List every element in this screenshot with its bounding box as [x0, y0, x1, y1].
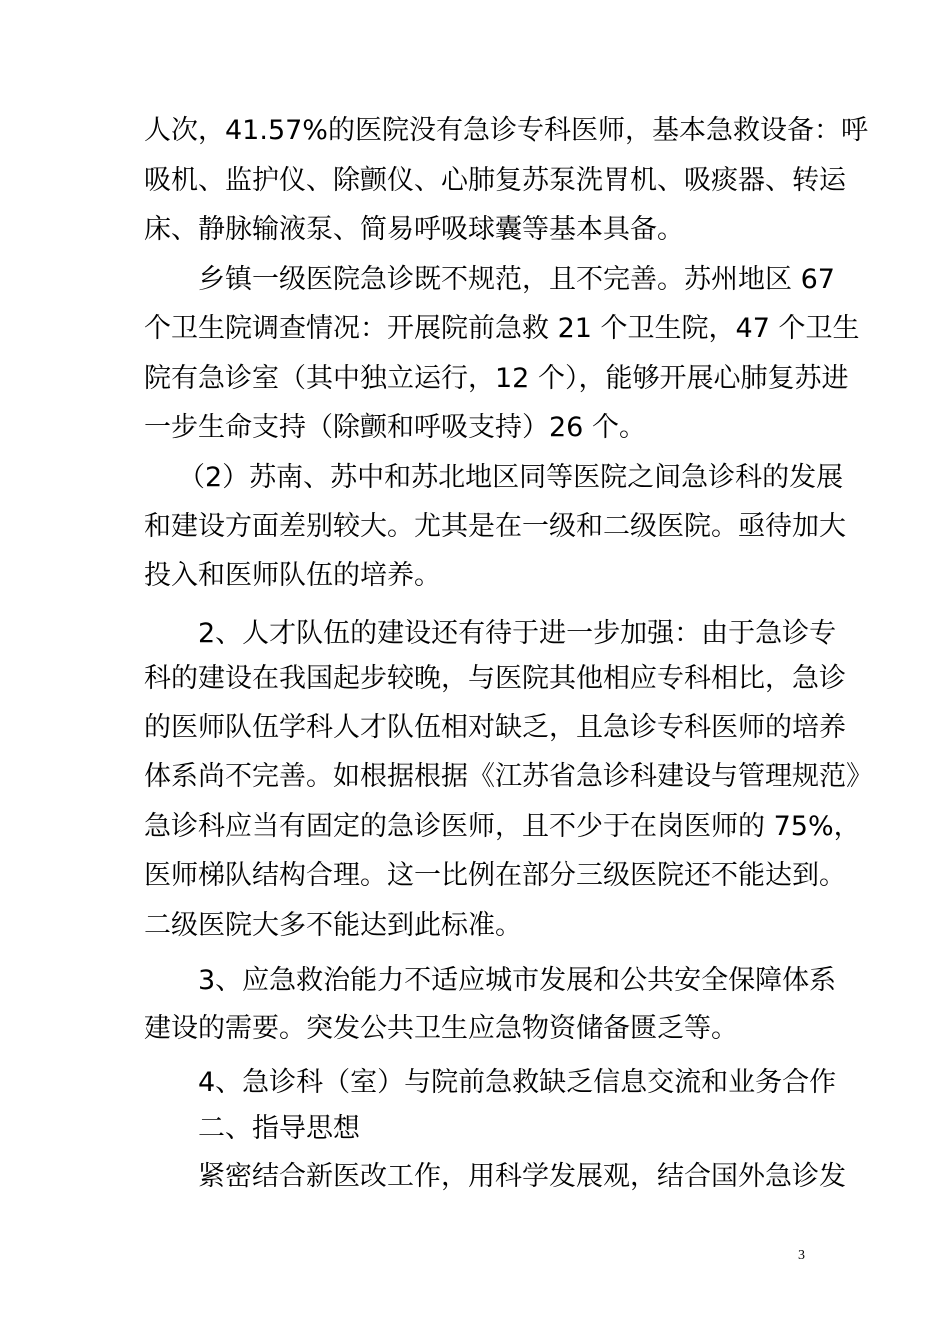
- text-line: 投入和医师队伍的培养。: [144, 560, 441, 591]
- text-line: 院有急诊室（其中独立运行，12 个），能够开展心肺复苏进: [144, 363, 849, 394]
- text-line: （2）苏南、苏中和苏北地区同等医院之间急诊科的发展: [178, 462, 844, 493]
- text-line: 3、应急救治能力不适应城市发展和公共安全保障体系: [198, 965, 837, 996]
- text-line: 乡镇一级医院急诊既不规范，且不完善。苏州地区 67: [198, 264, 835, 295]
- text-line: 急诊科应当有固定的急诊医师，且不少于在岗医师的 75%，: [144, 811, 861, 842]
- section-heading: 二、指导思想: [198, 1113, 360, 1144]
- text-line: 建设的需要。突发公共卫生应急物资储备匮乏等。: [144, 1013, 738, 1044]
- text-line: 吸机、监护仪、除颤仪、心肺复苏泵洗胃机、吸痰器、转运: [144, 165, 846, 196]
- text-line: 的医师队伍学科人才队伍相对缺乏，且急诊专科医师的培养: [144, 712, 846, 743]
- text-line: 个卫生院调查情况：开展院前急救 21 个卫生院，47 个卫生: [144, 313, 860, 344]
- text-line: 一步生命支持（除颤和呼吸支持）26 个。: [144, 412, 646, 443]
- text-line: 二级医院大多不能达到此标准。: [144, 910, 522, 941]
- text-line: 人次，41.57%的医院没有急诊专科医师，基本急救设备：呼: [144, 115, 868, 146]
- text-line: 和建设方面差别较大。尤其是在一级和二级医院。亟待加大: [144, 511, 846, 542]
- text-line: 4、急诊科（室）与院前急救缺乏信息交流和业务合作: [198, 1067, 837, 1098]
- text-line: 紧密结合新医改工作，用科学发展观，结合国外急诊发: [198, 1161, 846, 1192]
- text-line: 医师梯队结构合理。这一比例在部分三级医院还不能达到。: [144, 860, 846, 891]
- text-line: 2、人才队伍的建设还有待于进一步加强：由于急诊专: [198, 618, 837, 649]
- page-number: 3: [798, 1248, 805, 1263]
- text-line: 体系尚不完善。如根据根据《江苏省急诊科建设与管理规范》: [144, 761, 873, 792]
- text-line: 科的建设在我国起步较晚，与医院其他相应专科相比，急诊: [144, 663, 846, 694]
- text-line: 床、静脉输液泵、简易呼吸球囊等基本具备。: [144, 214, 684, 245]
